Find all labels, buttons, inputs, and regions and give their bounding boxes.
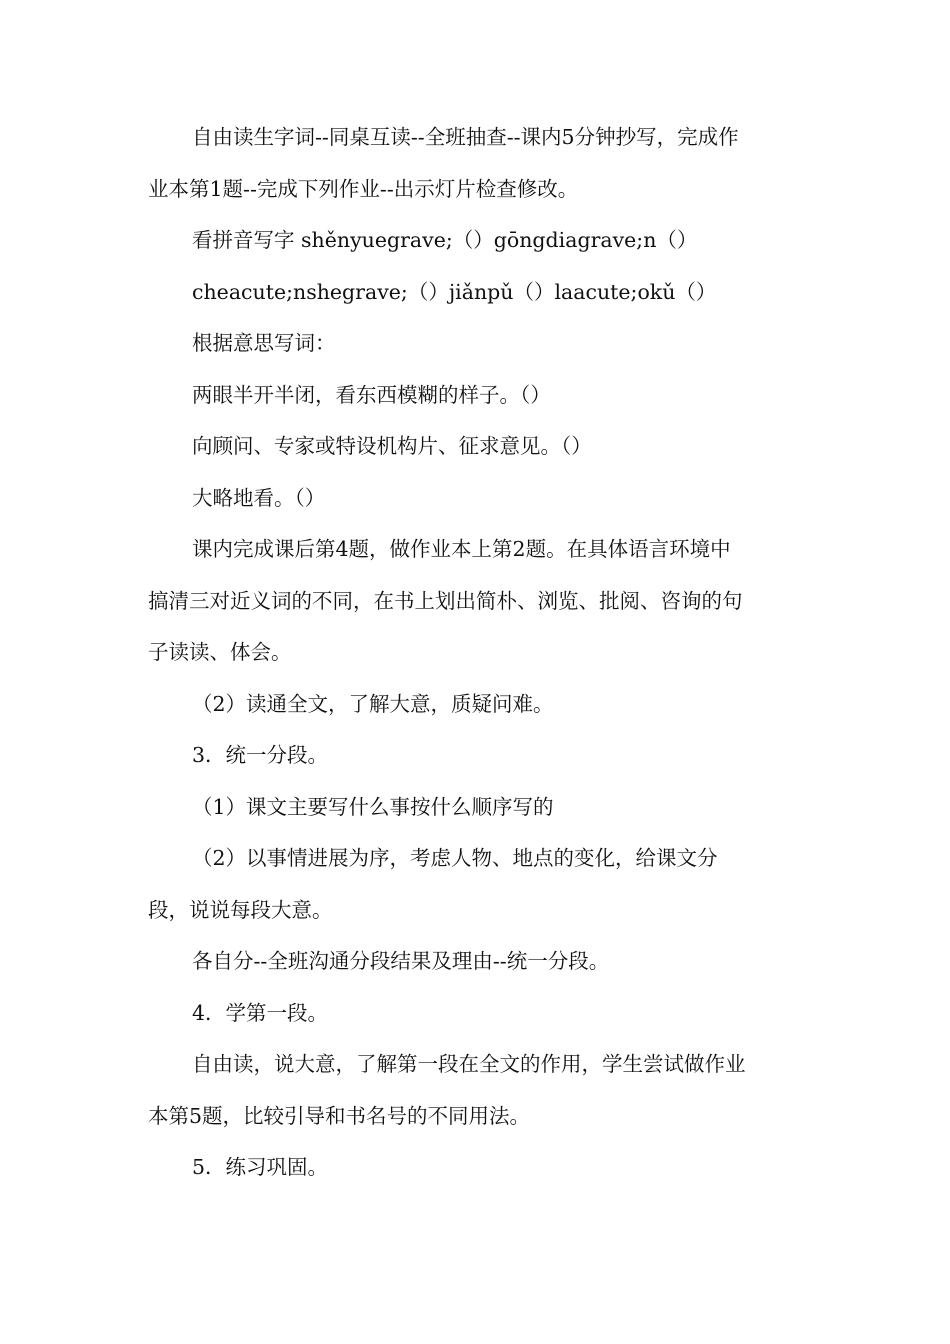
paragraph-line: 3．统一分段。: [192, 743, 329, 767]
paragraph-line: （2）以事情进展为序，考虑人物、地点的变化，给课文分: [192, 846, 718, 870]
paragraph-line: 4．学第一段。: [192, 1000, 329, 1025]
paragraph-line: 各自分--全班沟通分段结果及理由--统一分段。: [192, 949, 610, 973]
paragraph-line: 两眼半开半闭，看东西模糊的样子。（）: [192, 382, 551, 407]
paragraph-line: 本第5题，比较引导和书名号的不同用法。: [148, 1103, 531, 1128]
paragraph-line: （1）课文主要写什么事按什么顺序写的: [192, 794, 554, 819]
paragraph-line: 子读读、体会。: [148, 640, 292, 664]
paragraph-line: 搞清三对近义词的不同，在书上划出简朴、浏览、批阅、咨询的句: [148, 588, 743, 613]
document-body: [148, 112, 802, 1194]
paragraph-line: 根据意思写词：: [192, 331, 336, 355]
paragraph-line: （2）读通全文，了解大意，质疑问难。: [192, 691, 554, 716]
paragraph-line: 课内完成课后第4题，做作业本上第2题。在具体语言环境中: [192, 537, 731, 561]
paragraph-line: 向顾问、专家或特设机构片、征求意见。（）: [192, 434, 592, 458]
paragraph-line: 看拼音写字 shěnyuegrave;（）gōngdiagrave;n（）: [192, 228, 698, 252]
paragraph-line: 5．练习巩固。: [192, 1155, 329, 1179]
paragraph-line: 自由读，说大意，了解第一段在全文的作用，学生尝试做作业: [192, 1052, 746, 1076]
paragraph-line: 业本第1题--完成下列作业--出示灯片检查修改。: [148, 176, 579, 201]
paragraph-line: cheacute;nshegrave;（）jiǎnpǔ（）laacute;okǔ（）: [192, 279, 717, 304]
paragraph-line: 大略地看。（）: [192, 485, 326, 510]
paragraph-line: 段，说说每段大意。: [148, 897, 333, 922]
paragraph-line: 自由读生字词--同桌互读--全班抽查--课内5分钟抄写，完成作: [192, 125, 739, 149]
